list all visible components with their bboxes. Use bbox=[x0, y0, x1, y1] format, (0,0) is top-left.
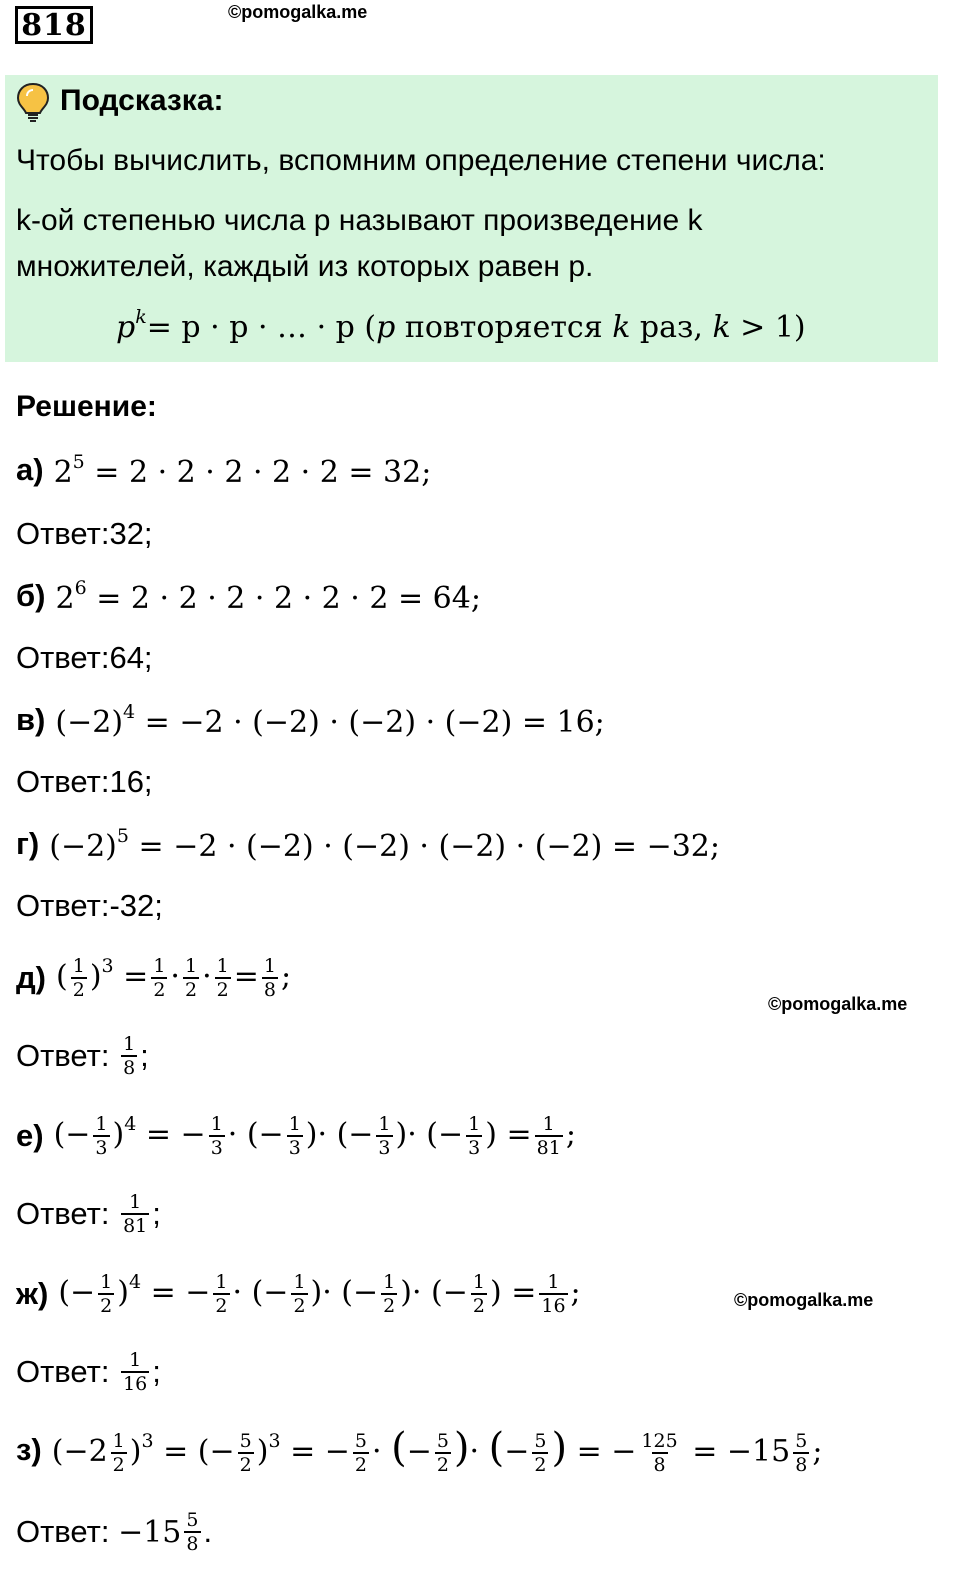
item-a: а) $2^5 = 2 \cdot 2 \cdot 2 \cdot 2 \cdot 2 = 32$; bbox=[16, 450, 432, 490]
answer-d: Ответ: $\frac{1}{8}$ ; bbox=[16, 1033, 149, 1079]
lightbulb-icon bbox=[16, 82, 50, 124]
answer-e: Ответ: $\frac{1}{81}$ ; bbox=[16, 1191, 161, 1237]
power-definition-formula: $p^k= p \cdot p$ · … · p (p повторяется k раз, k > 1) bbox=[116, 306, 806, 345]
answer-v: Ответ:16; bbox=[16, 764, 153, 799]
hint-line-2: k-ой степенью числа p называют произведение k bbox=[16, 204, 703, 237]
item-zh: ж) (− $\frac{1}{2}$ )$^4$ = − $\frac{1}{2}$ · (− $\frac{1}{2}$ )· (− $\frac{1}{2}$ )· (− $\frac{1}{2}$ ) = $\frac{1}{16}$ ; bbox=[16, 1271, 581, 1317]
hint-title: Подсказка: bbox=[60, 84, 224, 117]
watermark-middle: ©pomogalka.me bbox=[768, 994, 908, 1014]
hint-line-3: множителей, каждый из которых равен p. bbox=[16, 250, 594, 283]
answer-zh: Ответ: $\frac{1}{16}$ ; bbox=[16, 1349, 161, 1395]
hint-line-1: Чтобы вычислить, вспомним определение степени числа: bbox=[16, 144, 826, 177]
watermark-top: ©pomogalka.me bbox=[228, 2, 368, 22]
task-number: 818 bbox=[15, 6, 93, 44]
item-z: з) (−2 $\frac{1}{2}$ )$^3$ = (− $\frac{5}{2}$ )$^3$ = − $\frac{5}{2}$ · (− $\frac{5}{2}$ )· (− $\frac{5}{2}$ ) = − $\frac{125}{8}$ = −15 $\frac{5}{8}$ ; bbox=[16, 1424, 823, 1476]
answer-z: Ответ: −15 $\frac{5}{8}$ . bbox=[16, 1509, 213, 1555]
item-e: е) (− $\frac{1}{3}$ )$^4$ = − $\frac{1}{3}$ · (− $\frac{1}{3}$ )· (− $\frac{1}{3}$ )· (− $\frac{1}{3}$ ) = $\frac{1}{81}$ ; bbox=[16, 1113, 576, 1159]
item-d: д) ( $\frac{1}{2}$ )$^3$ = $\frac{1}{2}$ · $\frac{1}{2}$ · $\frac{1}{2}$ = $\frac{1}{8}$ ; bbox=[16, 955, 292, 1001]
answer-g: Ответ:-32; bbox=[16, 888, 163, 923]
answer-b: Ответ:64; bbox=[16, 640, 153, 675]
answer-a: Ответ:32; bbox=[16, 516, 153, 551]
item-g: г) $(-2)^5 = -2 \cdot (-2) \cdot (-2) \cdot (-2) \cdot (-2) = -32$; bbox=[16, 824, 721, 864]
item-b: б) $2^6 = 2 \cdot 2 \cdot 2 \cdot 2 \cdot 2 \cdot 2 = 64$; bbox=[16, 576, 481, 616]
solution-title: Решение: bbox=[16, 390, 157, 423]
watermark-lower: ©pomogalka.me bbox=[734, 1290, 874, 1310]
item-v: в) $(-2)^4 = -2 \cdot (-2) \cdot (-2) \cdot (-2) = 16$; bbox=[16, 700, 605, 740]
